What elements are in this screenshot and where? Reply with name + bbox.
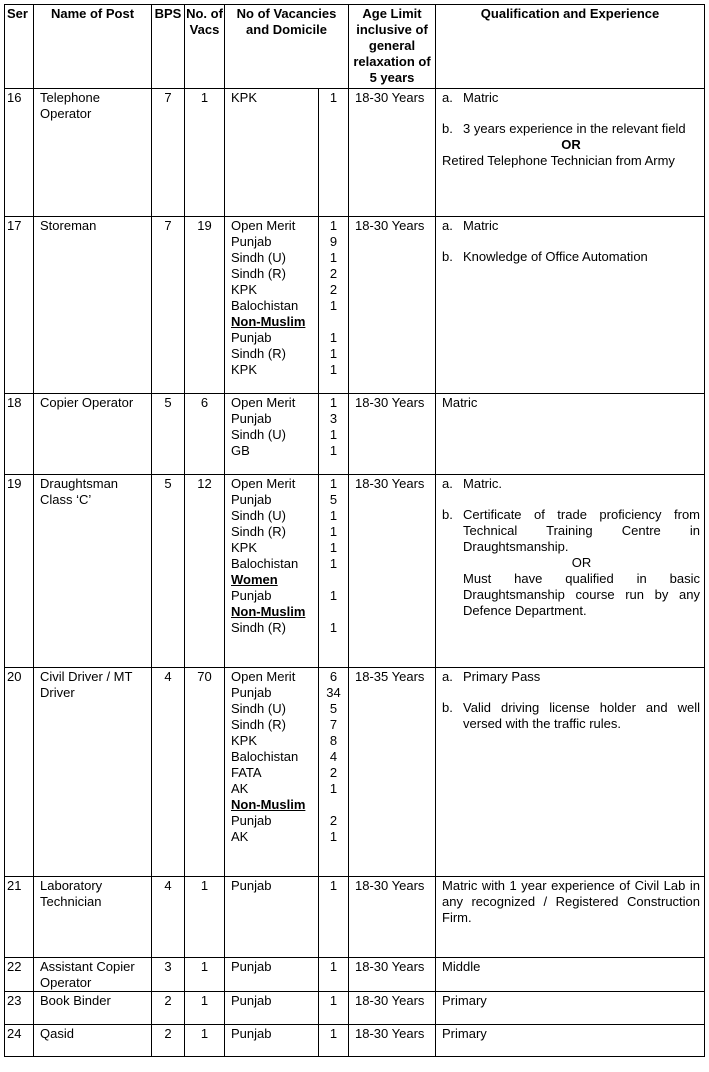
domicile-count bbox=[319, 604, 348, 620]
domicile-label: Sindh (U) bbox=[231, 701, 286, 716]
domicile-count: 1 bbox=[329, 878, 338, 893]
ser-cell: 21 bbox=[5, 877, 34, 958]
domicile-cell bbox=[225, 992, 319, 1025]
domicile-label: AK bbox=[231, 781, 249, 796]
domicile-cell bbox=[225, 1025, 319, 1057]
domicile-label: Sindh (U) bbox=[231, 427, 286, 442]
domicile-label: Sindh (R) bbox=[231, 346, 286, 361]
domicile-count: 2 bbox=[329, 266, 338, 281]
domicile-label: KPK bbox=[231, 540, 258, 555]
or-separator: OR bbox=[561, 137, 581, 152]
domicile-count bbox=[319, 797, 348, 813]
domicile-count: 8 bbox=[329, 733, 338, 748]
vacs-cell: 1 bbox=[185, 877, 225, 958]
domicile-count: 1 bbox=[329, 540, 338, 555]
item-text: Matric bbox=[463, 218, 499, 233]
bps-cell: 2 bbox=[152, 992, 185, 1025]
item-text: Matric. bbox=[463, 476, 503, 491]
bps-cell: 7 bbox=[152, 89, 185, 217]
domicile-count bbox=[319, 572, 348, 588]
ser-cell: 22 bbox=[5, 958, 34, 992]
domicile-label: KPK bbox=[231, 282, 258, 297]
qualification-alternative: Retired Telephone Technician from Army bbox=[442, 153, 675, 168]
item-text: Certificate of trade proficiency from Technical Training Centre in Draughtsmanship. bbox=[463, 507, 701, 554]
domicile-label: KPK bbox=[231, 362, 258, 377]
post-name-cell: Draughtsman Class ‘C’ bbox=[34, 475, 152, 668]
domicile-category-heading: Women bbox=[231, 572, 278, 587]
post-name-cell: Telephone Operator bbox=[34, 89, 152, 217]
header-vacs: No. of Vacs bbox=[185, 5, 225, 89]
age-limit-cell: 18-30 Years bbox=[349, 992, 436, 1025]
post-name-cell: Laboratory Technician bbox=[34, 877, 152, 958]
post-name-cell: Book Binder bbox=[34, 992, 152, 1025]
domicile-label: KPK bbox=[231, 733, 258, 748]
qualification-cell bbox=[436, 992, 705, 1025]
domicile-count: 3 bbox=[329, 411, 338, 426]
table-row bbox=[5, 958, 705, 992]
item-label: b. bbox=[442, 249, 453, 264]
qualification-cell bbox=[436, 668, 705, 877]
domicile-count-cell bbox=[319, 217, 349, 394]
domicile-label: Balochistan bbox=[231, 298, 299, 313]
item-text: Knowledge of Office Automation bbox=[463, 249, 648, 264]
vacancy-table bbox=[4, 4, 705, 1057]
age-limit-cell: 18-30 Years bbox=[349, 394, 436, 475]
domicile-count-cell bbox=[319, 668, 349, 877]
bps-cell: 7 bbox=[152, 217, 185, 394]
bps-cell: 4 bbox=[152, 668, 185, 877]
domicile-label: Balochistan bbox=[231, 556, 299, 571]
qualification-item-a bbox=[442, 218, 700, 234]
post-name-cell: Copier Operator bbox=[34, 394, 152, 475]
domicile-label: Punjab bbox=[231, 588, 272, 603]
domicile-count: 5 bbox=[329, 701, 338, 716]
domicile-count: 1 bbox=[329, 588, 338, 603]
domicile-category-heading: Non-Muslim bbox=[231, 604, 306, 619]
item-label: a. bbox=[442, 476, 453, 491]
domicile-label: KPK bbox=[231, 90, 258, 105]
header-ser: Ser bbox=[5, 5, 34, 89]
item-text: Primary Pass bbox=[463, 669, 541, 684]
domicile-label: Sindh (U) bbox=[231, 250, 286, 265]
domicile-count: 1 bbox=[329, 362, 338, 377]
ser-cell: 18 bbox=[5, 394, 34, 475]
domicile-label: Sindh (R) bbox=[231, 717, 286, 732]
qualification-cell bbox=[436, 877, 705, 958]
ser-cell: 16 bbox=[5, 89, 34, 217]
domicile-count-cell bbox=[319, 877, 349, 958]
domicile-label: Sindh (R) bbox=[231, 620, 286, 635]
header-row bbox=[5, 5, 705, 89]
domicile-label: Punjab bbox=[231, 330, 272, 345]
domicile-label: FATA bbox=[231, 765, 262, 780]
domicile-cell bbox=[225, 394, 319, 475]
bps-cell: 5 bbox=[152, 394, 185, 475]
domicile-label: Punjab bbox=[231, 1026, 272, 1041]
domicile-category-heading: Non-Muslim bbox=[231, 314, 306, 329]
domicile-count: 34 bbox=[326, 685, 341, 700]
post-name-cell: Assistant Copier Operator bbox=[34, 958, 152, 992]
qualification-text: Primary bbox=[442, 1026, 487, 1041]
vacs-cell: 1 bbox=[185, 958, 225, 992]
domicile-cell bbox=[225, 877, 319, 958]
domicile-label: Sindh (R) bbox=[231, 266, 286, 281]
domicile-count-cell bbox=[319, 958, 349, 992]
qualification-cell bbox=[436, 217, 705, 394]
qualification-alternative: Must have qualified in basic Draughtsmanship course run by any Defence Department. bbox=[463, 571, 701, 618]
domicile-count: 1 bbox=[329, 395, 338, 410]
or-separator: OR bbox=[571, 555, 592, 570]
domicile-count: 1 bbox=[329, 620, 338, 635]
vacs-cell: 1 bbox=[185, 89, 225, 217]
domicile-count: 1 bbox=[329, 556, 338, 571]
age-limit-cell: 18-30 Years bbox=[349, 475, 436, 668]
table-row bbox=[5, 89, 705, 217]
domicile-count: 1 bbox=[329, 829, 338, 844]
qualification-item-a bbox=[442, 90, 700, 106]
item-label: a. bbox=[442, 218, 453, 233]
qualification-alternative-wrap bbox=[442, 555, 700, 619]
domicile-count: 1 bbox=[329, 476, 338, 491]
ser-cell: 23 bbox=[5, 992, 34, 1025]
item-text: Valid driving license holder and well versed with the traffic rules. bbox=[463, 700, 701, 731]
ser-cell: 24 bbox=[5, 1025, 34, 1057]
table-row bbox=[5, 1025, 705, 1057]
domicile-label: Punjab bbox=[231, 685, 272, 700]
domicile-cell bbox=[225, 89, 319, 217]
domicile-count: 1 bbox=[329, 993, 338, 1008]
domicile-label: Open Merit bbox=[231, 476, 296, 491]
qualification-item-b bbox=[442, 121, 700, 137]
item-label: b. bbox=[442, 507, 453, 522]
qualification-text: Middle bbox=[442, 959, 481, 974]
domicile-label: Balochistan bbox=[231, 749, 299, 764]
domicile-count: 1 bbox=[329, 250, 338, 265]
qualification-cell bbox=[436, 89, 705, 217]
age-limit-cell: 18-30 Years bbox=[349, 89, 436, 217]
domicile-count-cell bbox=[319, 89, 349, 217]
ser-cell: 17 bbox=[5, 217, 34, 394]
qualification-item-a bbox=[442, 476, 700, 492]
qualification-cell bbox=[436, 394, 705, 475]
domicile-count: 1 bbox=[329, 427, 338, 442]
vacs-cell: 19 bbox=[185, 217, 225, 394]
domicile-count: 1 bbox=[329, 346, 338, 361]
domicile-label: AK bbox=[231, 829, 249, 844]
qualification-cell bbox=[436, 958, 705, 992]
domicile-count: 1 bbox=[329, 959, 338, 974]
post-name-cell: Qasid bbox=[34, 1025, 152, 1057]
item-label: a. bbox=[442, 90, 453, 105]
qualification-text: Matric bbox=[442, 395, 478, 410]
age-limit-cell: 18-35 Years bbox=[349, 668, 436, 877]
post-name-cell: Civil Driver / MT Driver bbox=[34, 668, 152, 877]
age-limit-cell: 18-30 Years bbox=[349, 958, 436, 992]
domicile-label: Open Merit bbox=[231, 395, 296, 410]
item-label: a. bbox=[442, 669, 453, 684]
ser-cell: 19 bbox=[5, 475, 34, 668]
table-row bbox=[5, 394, 705, 475]
header-domicile: No of Vacancies and Domicile bbox=[225, 5, 349, 89]
qualification-item-b bbox=[442, 507, 700, 555]
domicile-label: Punjab bbox=[231, 411, 272, 426]
domicile-count: 9 bbox=[329, 234, 338, 249]
qualification-cell bbox=[436, 475, 705, 668]
domicile-label: Punjab bbox=[231, 234, 272, 249]
table-row bbox=[5, 877, 705, 958]
age-limit-cell: 18-30 Years bbox=[349, 217, 436, 394]
header-name: Name of Post bbox=[34, 5, 152, 89]
domicile-label: Punjab bbox=[231, 993, 272, 1008]
header-age: Age Limit inclusive of general relaxation of 5 years bbox=[349, 5, 436, 89]
vacs-cell: 70 bbox=[185, 668, 225, 877]
domicile-count: 2 bbox=[329, 765, 338, 780]
domicile-label: Punjab bbox=[231, 878, 272, 893]
table-row bbox=[5, 217, 705, 394]
domicile-label: Punjab bbox=[231, 959, 272, 974]
domicile-label: Punjab bbox=[231, 492, 272, 507]
domicile-count: 1 bbox=[329, 781, 338, 796]
vacs-cell: 12 bbox=[185, 475, 225, 668]
domicile-count bbox=[319, 314, 348, 330]
vacs-cell: 6 bbox=[185, 394, 225, 475]
domicile-cell bbox=[225, 958, 319, 992]
domicile-label: Open Merit bbox=[231, 218, 296, 233]
domicile-label: Sindh (U) bbox=[231, 508, 286, 523]
domicile-count: 1 bbox=[329, 90, 338, 105]
domicile-count-cell bbox=[319, 1025, 349, 1057]
qualification-text: Primary bbox=[442, 993, 487, 1008]
domicile-cell bbox=[225, 668, 319, 877]
qualification-item-b bbox=[442, 700, 700, 732]
item-label: b. bbox=[442, 700, 453, 715]
table-row bbox=[5, 475, 705, 668]
domicile-count: 2 bbox=[329, 813, 338, 828]
domicile-cell bbox=[225, 217, 319, 394]
bps-cell: 4 bbox=[152, 877, 185, 958]
domicile-label: Punjab bbox=[231, 813, 272, 828]
domicile-count: 1 bbox=[329, 443, 338, 458]
qualification-item-a bbox=[442, 669, 700, 685]
domicile-count: 6 bbox=[329, 669, 338, 684]
domicile-count: 1 bbox=[329, 298, 338, 313]
domicile-label: GB bbox=[231, 443, 250, 458]
domicile-count: 1 bbox=[329, 330, 338, 345]
bps-cell: 5 bbox=[152, 475, 185, 668]
bps-cell: 3 bbox=[152, 958, 185, 992]
domicile-count: 7 bbox=[329, 717, 338, 732]
ser-cell: 20 bbox=[5, 668, 34, 877]
vacs-cell: 1 bbox=[185, 992, 225, 1025]
table-row bbox=[5, 992, 705, 1025]
domicile-count-cell bbox=[319, 394, 349, 475]
bps-cell: 2 bbox=[152, 1025, 185, 1057]
domicile-count: 4 bbox=[329, 749, 338, 764]
item-text: 3 years experience in the relevant field bbox=[463, 121, 686, 136]
age-limit-cell: 18-30 Years bbox=[349, 1025, 436, 1057]
qualification-cell bbox=[436, 1025, 705, 1057]
domicile-count: 1 bbox=[329, 508, 338, 523]
header-qual: Qualification and Experience bbox=[436, 5, 705, 89]
qualification-item-b bbox=[442, 249, 700, 265]
qualification-text: Matric with 1 year experience of Civil Lab in any recognized / Registered Construction Firm. bbox=[442, 878, 701, 925]
domicile-count: 5 bbox=[329, 492, 338, 507]
domicile-count: 1 bbox=[329, 1026, 338, 1041]
vacs-cell: 1 bbox=[185, 1025, 225, 1057]
header-bps: BPS bbox=[152, 5, 185, 89]
item-text: Matric bbox=[463, 90, 499, 105]
domicile-count: 1 bbox=[329, 524, 338, 539]
domicile-label: Open Merit bbox=[231, 669, 296, 684]
domicile-label: Sindh (R) bbox=[231, 524, 286, 539]
domicile-count-cell bbox=[319, 475, 349, 668]
table-row bbox=[5, 668, 705, 877]
age-limit-cell: 18-30 Years bbox=[349, 877, 436, 958]
item-label: b. bbox=[442, 121, 453, 136]
domicile-category-heading: Non-Muslim bbox=[231, 797, 306, 812]
domicile-count-cell bbox=[319, 992, 349, 1025]
domicile-count: 1 bbox=[329, 218, 338, 233]
domicile-count: 2 bbox=[329, 282, 338, 297]
domicile-cell bbox=[225, 475, 319, 668]
post-name-cell: Storeman bbox=[34, 217, 152, 394]
